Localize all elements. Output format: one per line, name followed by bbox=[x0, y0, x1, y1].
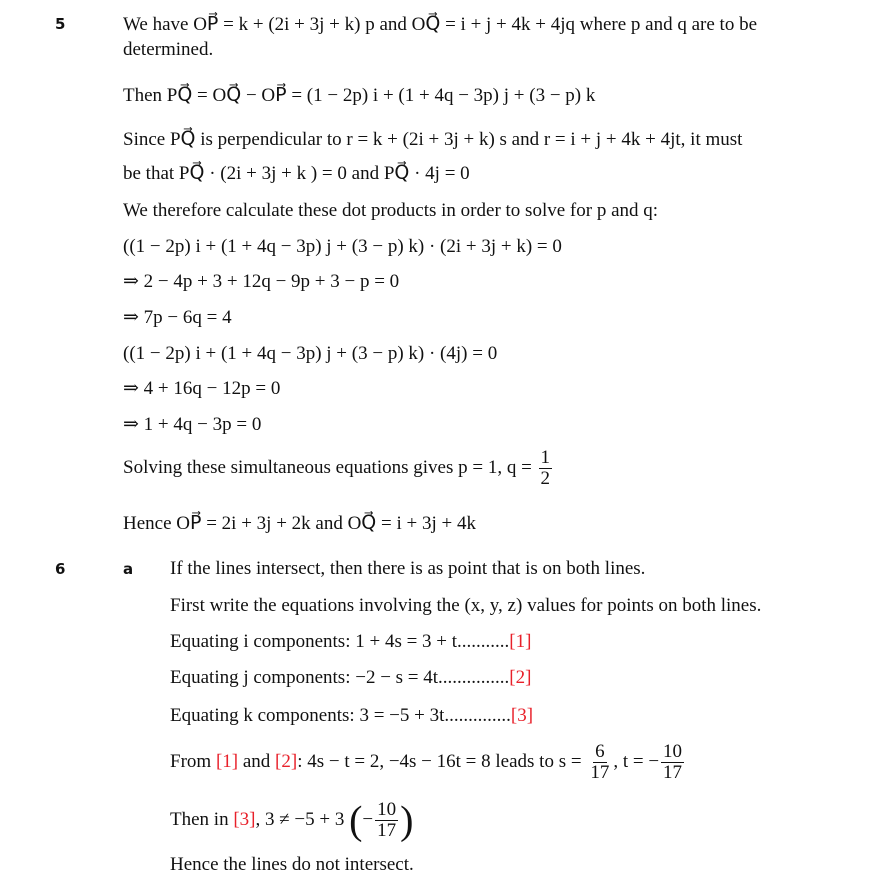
equation-text: Equating j components: −2 − s = 4t............... bbox=[170, 667, 510, 688]
minus-sign: − bbox=[362, 808, 374, 830]
fraction-denominator: 2 bbox=[540, 467, 551, 489]
q5-perpendicular-line-1: Since PQ⃗ is perpendicular to r = k + (2i + 3j + k) s and r = i + j + 4k + 4jt, it must bbox=[123, 129, 743, 150]
q6-then-line bbox=[170, 797, 414, 843]
fraction-numerator: 10 bbox=[377, 799, 397, 820]
q5-intro-line-1: We have OP⃗ = k + (2i + 3j + k) p and OQ⃗ = i + j + 4k + 4jq where p and q are to be bbox=[123, 14, 758, 35]
q5-solution-text: Solving these simultaneous equations gives p = 1, q = bbox=[123, 456, 537, 478]
question-number-6: 6 bbox=[55, 560, 66, 578]
q6-line-2: First write the equations involving the (x, y, z) values for points on both lines. bbox=[170, 595, 762, 616]
right-paren: ) bbox=[400, 797, 414, 843]
equation-text: Equating i components: 1 + 4s = 3 + t........... bbox=[170, 631, 510, 652]
q5-solution bbox=[123, 448, 554, 489]
q5-hence: Hence OP⃗ = 2i + 3j + 2k and OQ⃗ = i + 3j + 4k bbox=[123, 513, 476, 534]
text: : 4s − t = 2, −4s − 16t = 8 leads to s = bbox=[297, 750, 587, 772]
substituted-fraction bbox=[375, 800, 398, 841]
left-paren: ( bbox=[349, 797, 363, 843]
q5-expansion-2: ⇒ 4 + 16q − 12p = 0 bbox=[123, 378, 281, 399]
reference-3: [3] bbox=[233, 808, 256, 830]
q6-conclusion: Hence the lines do not intersect. bbox=[170, 854, 414, 875]
q6-equation-j bbox=[170, 666, 531, 690]
t-fraction bbox=[661, 742, 684, 783]
q5-equation-2: ⇒ 1 + 4q − 3p = 0 bbox=[123, 414, 262, 435]
text: , t = − bbox=[613, 750, 660, 772]
q6-line-1: If the lines intersect, then there is as point that is on both lines. bbox=[170, 558, 646, 579]
s-fraction bbox=[588, 742, 611, 783]
text: From bbox=[170, 750, 216, 772]
q6-from-line bbox=[170, 742, 686, 783]
question-number-5: 5 bbox=[55, 15, 66, 33]
fraction-denominator: 17 bbox=[663, 761, 683, 783]
equation-reference-2: [2] bbox=[509, 667, 532, 688]
equation-reference-3: [3] bbox=[510, 705, 534, 726]
equation-reference-1: [1] bbox=[509, 631, 532, 652]
reference-2: [2] bbox=[275, 750, 298, 772]
q5-perpendicular-line-2: be that PQ⃗ · (2i + 3j + k ) = 0 and PQ⃗ · 4j = 0 bbox=[123, 163, 470, 184]
q5-dot-products-intro: We therefore calculate these dot products in order to solve for p and q: bbox=[123, 200, 659, 221]
q-fraction bbox=[539, 448, 553, 489]
q5-expansion-1: ⇒ 2 − 4p + 3 + 12q − 9p + 3 − p = 0 bbox=[123, 271, 400, 292]
fraction-numerator: 10 bbox=[663, 741, 683, 762]
text: and bbox=[238, 750, 276, 772]
fraction-numerator: 1 bbox=[540, 447, 551, 468]
q6-equation-i bbox=[170, 630, 531, 654]
q5-equation-1: ⇒ 7p − 6q = 4 bbox=[123, 307, 232, 328]
part-label-a: a bbox=[123, 560, 134, 578]
q5-dot-product-2: ((1 − 2p) i + (1 + 4q − 3p) j + (3 − p) k) · (4j) = 0 bbox=[123, 343, 498, 364]
fraction-denominator: 17 bbox=[377, 819, 397, 841]
fraction-denominator: 17 bbox=[590, 761, 610, 783]
q6-equation-k bbox=[170, 704, 533, 728]
fraction-numerator: 6 bbox=[595, 741, 605, 762]
text: , 3 ≠ −5 + 3 bbox=[255, 808, 350, 830]
equation-text: Equating k components: 3 = −5 + 3t.............. bbox=[170, 705, 511, 726]
q5-pq-vector: Then PQ⃗ = OQ⃗ − OP⃗ = (1 − 2p) i + (1 + 4q − 3p) j + (3 − p) k bbox=[123, 85, 596, 106]
reference-1: [1] bbox=[215, 750, 239, 772]
q5-intro-line-2: determined. bbox=[123, 39, 214, 60]
text: Then in bbox=[170, 808, 234, 830]
q5-dot-product-1: ((1 − 2p) i + (1 + 4q − 3p) j + (3 − p) k) · (2i + 3j + k) = 0 bbox=[123, 236, 562, 257]
